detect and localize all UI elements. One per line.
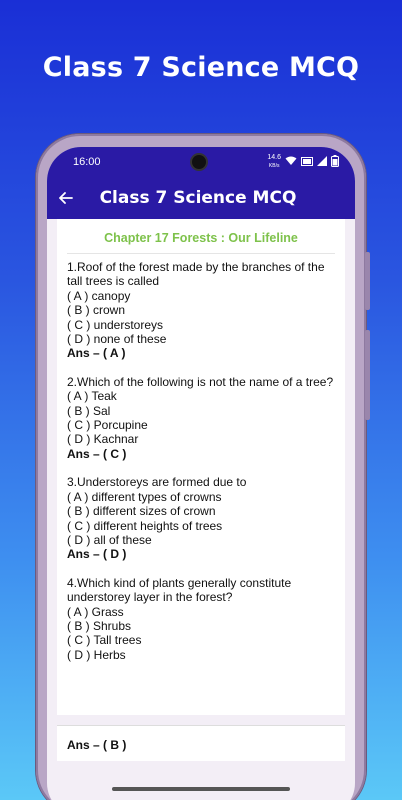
answer: Ans – ( A ) bbox=[67, 346, 126, 361]
option-d: ( D ) Kachnar bbox=[67, 432, 139, 447]
app-bar bbox=[47, 177, 355, 219]
answer: Ans – ( C ) bbox=[67, 446, 127, 461]
option-a: ( A ) canopy bbox=[67, 288, 131, 303]
status-bar bbox=[47, 147, 355, 177]
question-block bbox=[67, 576, 335, 662]
option-b: ( B ) Shrubs bbox=[67, 618, 132, 633]
question-block bbox=[67, 375, 335, 461]
question-text: 2.Which of the following is not the name of a tree? bbox=[67, 374, 334, 389]
option-c: ( C ) different heights of trees bbox=[67, 518, 223, 533]
option-d: ( D ) Herbs bbox=[67, 647, 126, 662]
answer: Ans – ( D ) bbox=[67, 547, 127, 562]
chapter-title: Chapter 17 Forests : Our Lifeline bbox=[67, 231, 335, 254]
option-d: ( D ) all of these bbox=[67, 532, 152, 547]
wifi-icon bbox=[285, 156, 297, 168]
battery-icon bbox=[331, 155, 339, 169]
option-b: ( B ) Sal bbox=[67, 403, 111, 418]
volte-icon bbox=[301, 157, 313, 168]
option-b: ( B ) different sizes of crown bbox=[67, 504, 216, 519]
signal-icon bbox=[317, 156, 327, 168]
mcq-content[interactable] bbox=[57, 219, 345, 715]
power-button bbox=[365, 330, 370, 420]
question-text: 3.Understoreys are formed due to bbox=[67, 475, 247, 490]
status-time: 16:00 bbox=[73, 156, 101, 168]
volume-button bbox=[365, 252, 370, 310]
question-text: 1.Roof of the forest made by the branches of the tall trees is called bbox=[67, 260, 325, 289]
option-c: ( C ) Tall trees bbox=[67, 633, 142, 648]
question-text: 4.Which kind of plants generally constitute understorey layer in the forest? bbox=[67, 575, 292, 605]
promo-title: Class 7 Science MCQ bbox=[42, 52, 360, 83]
phone-screen bbox=[47, 147, 355, 800]
option-a: ( A ) Teak bbox=[67, 389, 117, 404]
camera-cutout bbox=[192, 155, 206, 169]
option-a: ( A ) Grass bbox=[67, 604, 124, 619]
option-a: ( A ) different types of crowns bbox=[67, 489, 222, 504]
network-speed-value: 14.6 bbox=[267, 154, 281, 161]
arrow-back-icon[interactable] bbox=[59, 190, 83, 207]
app-title: Class 7 Science MCQ bbox=[99, 188, 297, 208]
network-speed-unit: KB/s bbox=[268, 163, 280, 169]
phone-frame bbox=[36, 134, 366, 800]
option-d: ( D ) none of these bbox=[67, 332, 167, 347]
home-indicator[interactable] bbox=[112, 787, 290, 791]
network-speed bbox=[267, 154, 281, 170]
option-c: ( C ) Porcupine bbox=[67, 418, 148, 433]
option-c: ( C ) understoreys bbox=[67, 317, 164, 332]
question-block bbox=[67, 475, 335, 561]
status-icons bbox=[267, 154, 339, 170]
question-block bbox=[67, 260, 335, 361]
answer: Ans – ( B ) bbox=[57, 725, 345, 761]
option-b: ( B ) crown bbox=[67, 303, 126, 318]
